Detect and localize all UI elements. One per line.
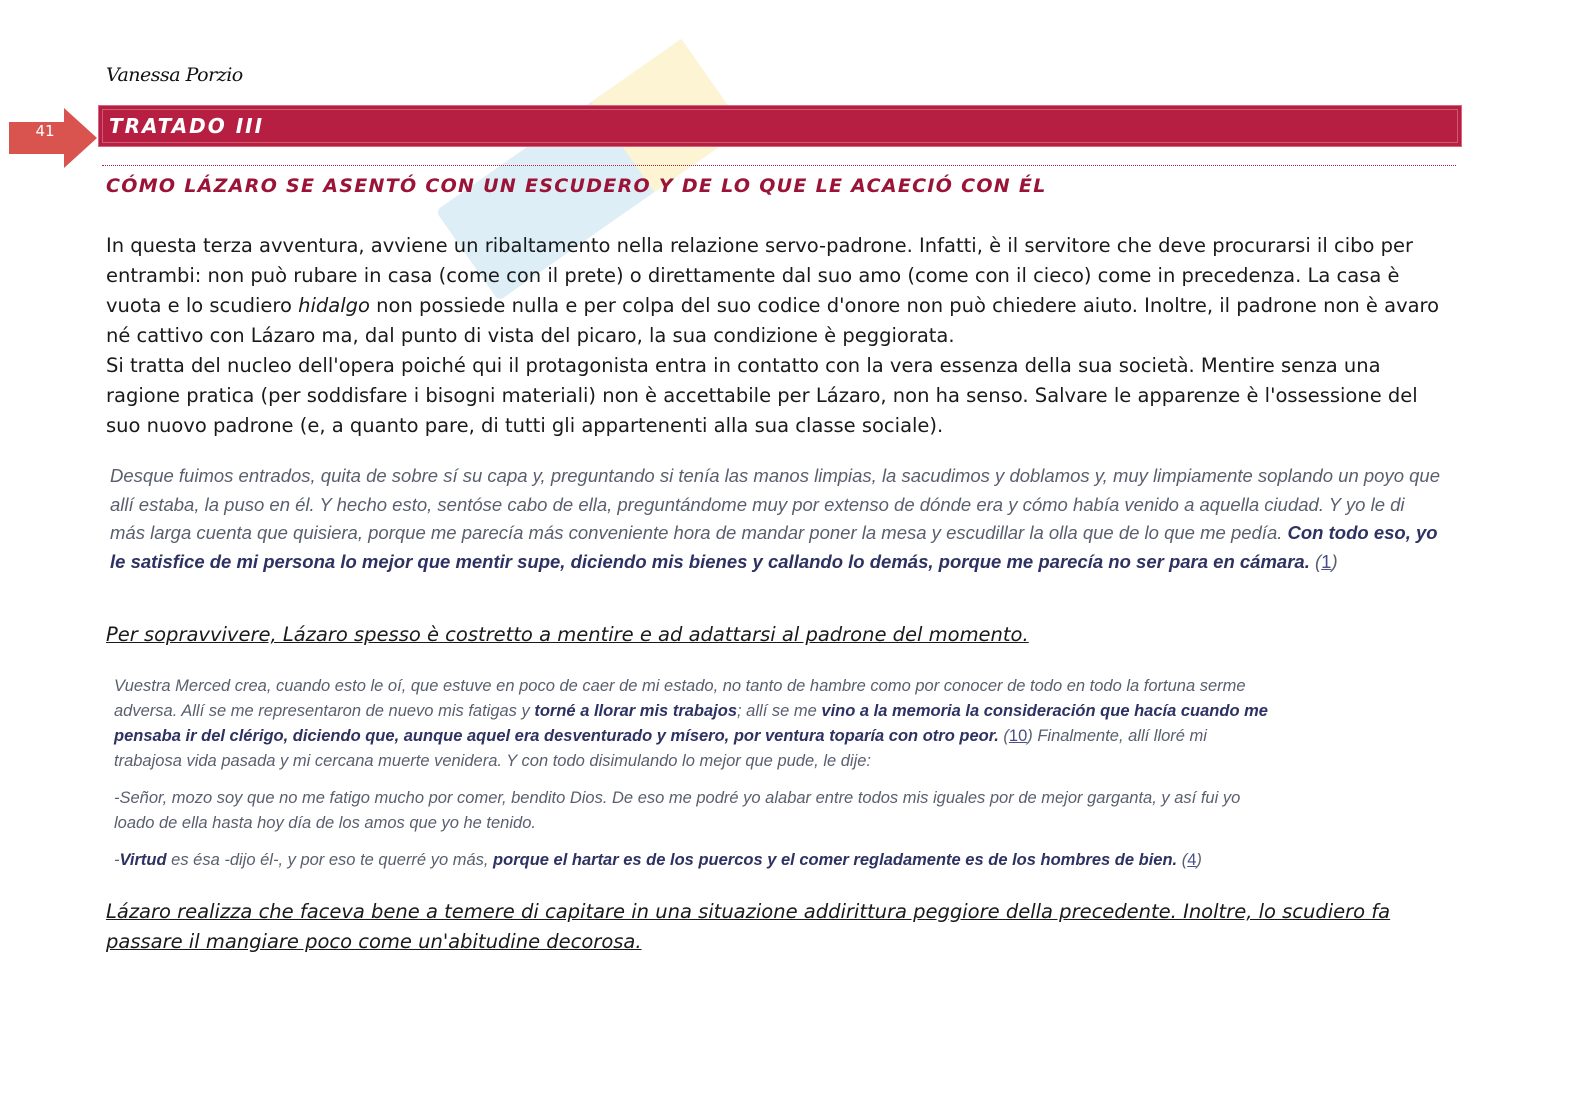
quote-2-p3-bold-b: porque el hartar es de los puercos y el comer regladamente es de los hombres de bien. <box>493 851 1178 869</box>
quote-2-footnote-link-10[interactable]: 10 <box>1008 727 1028 745</box>
quote-1-bold: Con todo eso, yo le satisfice de mi persona lo mejor que mentir supe, diciendo mis bienes y callando lo demás, porque me parecía no ser para en cámara. <box>110 522 1438 572</box>
intro-paragraph-1-part-a: In questa terza avventura, avviene un ribaltamento nella relazione servo-padrone. Infatti, è il servitore che deve procurarsi il cibo per entrambi: non può rubare in casa (come con il prete) o direttamente dal suo amo (come con il cieco) come in precedenza. La casa è vuota e lo scudiero <box>106 234 1414 317</box>
quote-2-p1-bold-b: vino a la memoria la consideración que hacía cuando me pensaba ir del clérigo, diciendo que, aunque aquel era desventurado y mísero, por ventura toparía con otro peor. <box>114 702 1268 745</box>
quote-2-p1-bold-a: torné a llorar mis trabajos <box>534 702 738 720</box>
quote-2-paragraph-2: -Señor, mozo soy que no me fatigo mucho por comer, bendito Dios. De eso me podré yo alabar entre todos mis iguales por de mejor garganta, y así fui yo loado de ella hasta hoy día de los amos que yo he tenido. <box>114 789 1241 832</box>
quote-2-footnote-link-4[interactable]: 4 <box>1187 851 1197 869</box>
quote-2-p1-ref-open: ( <box>998 727 1009 745</box>
quote-2-p3-bold-a: Virtud <box>119 851 167 869</box>
author-name: Vanessa Porzio <box>106 64 243 86</box>
dotted-divider <box>102 165 1456 166</box>
quote-2-p1-plain-c: ) Finalmente, allí lloré mi trabajosa vida pasada y mi cercana muerte venidera. Y con todo disimulando lo mejor que pude, le dije: <box>114 727 1207 770</box>
chapter-title: TRATADO III <box>109 114 265 138</box>
quote-2-p3-ref-close: ) <box>1196 851 1202 869</box>
quote-2-p3-plain-a: - <box>114 851 120 869</box>
intro-paragraph-1-italic: hidalgo <box>298 294 370 317</box>
quote-2-paragraph-3 <box>114 848 1274 873</box>
quote-1-ref-close: ) <box>1331 550 1338 572</box>
intro-text <box>106 231 1446 441</box>
intro-paragraph-1-part-b: non possiede nulla e per colpa del suo codice d'onore non può chiedere aiuto. Inoltre, il padrone non è avaro né cattivo con Lázaro ma, dal punto di vista del picaro, la sua condizione è peggiorata. <box>106 294 1440 347</box>
quote-2-p1-plain-a: Vuestra Merced crea, cuando esto le oí, que estuve en poco de caer de mi estado, no tanto de hambre como por conocer de todo en todo la fortuna serme adversa. Allí se me representaron de nuevo mis fatigas y <box>114 677 1246 720</box>
quote-2-p3-ref-open: ( <box>1177 851 1188 869</box>
quote-2-paragraph-1 <box>114 674 1274 774</box>
quote-block-1 <box>110 462 1440 576</box>
quote-2-p1-plain-b: ; allí se me <box>737 702 822 720</box>
comment-1: Per sopravvivere, Lázaro spesso è costretto a mentire e ad adattarsi al padrone del momento. <box>106 623 1029 646</box>
quote-block-2 <box>114 674 1274 885</box>
quote-1-plain: Desque fuimos entrados, quita de sobre sí su capa y, preguntando si tenía las manos limpias, la sacudimos y doblamos y, muy limpiamente soplando un poyo que allí estaba, la puso en él. Y hecho esto, sentóse cabo de ella, preguntándome muy por extenso de dónde era y cómo había venido a aquella ciudad. Y yo le di más larga cuenta que quisiera, porque me parecía más conveniente hora de mandar poner la mesa y escudillar la olla que de lo que me pedía. <box>110 465 1440 543</box>
chapter-banner <box>98 105 1462 147</box>
intro-paragraph-2: Si tratta del nucleo dell'opera poiché qui il protagonista entra in contatto con la vera essenza della sua società. Mentire senza una ragione pratica (per soddisfare i bisogni materiali) non è accettabile per Lázaro, non ha senso. Salvare le apparenze è l'ossessione del suo nuovo padrone (e, a quanto pare, di tutti gli appartenenti alla sua classe sociale). <box>106 354 1418 437</box>
comment-2: Lázaro realizza che faceva bene a temere di capitare in una situazione addirittura peggiore della precedente. Inoltre, lo scudiero fa passare il mangiare poco come un'abitudine decorosa. <box>106 900 1391 953</box>
page-number: 41 <box>35 122 55 140</box>
quote-1-ref-open: ( <box>1309 550 1322 572</box>
quote-1-footnote-link[interactable]: 1 <box>1321 550 1332 572</box>
quote-2-p3-plain-b: es ésa -dijo él-, y por eso te querré yo más, <box>166 851 494 869</box>
intro-paragraph-1 <box>106 231 1446 351</box>
chapter-subtitle: CÓMO LÁZARO SE ASENTÓ CON UN ESCUDERO Y DE LO QUE LE ACAECIÓ CON ÉL <box>106 175 1047 197</box>
